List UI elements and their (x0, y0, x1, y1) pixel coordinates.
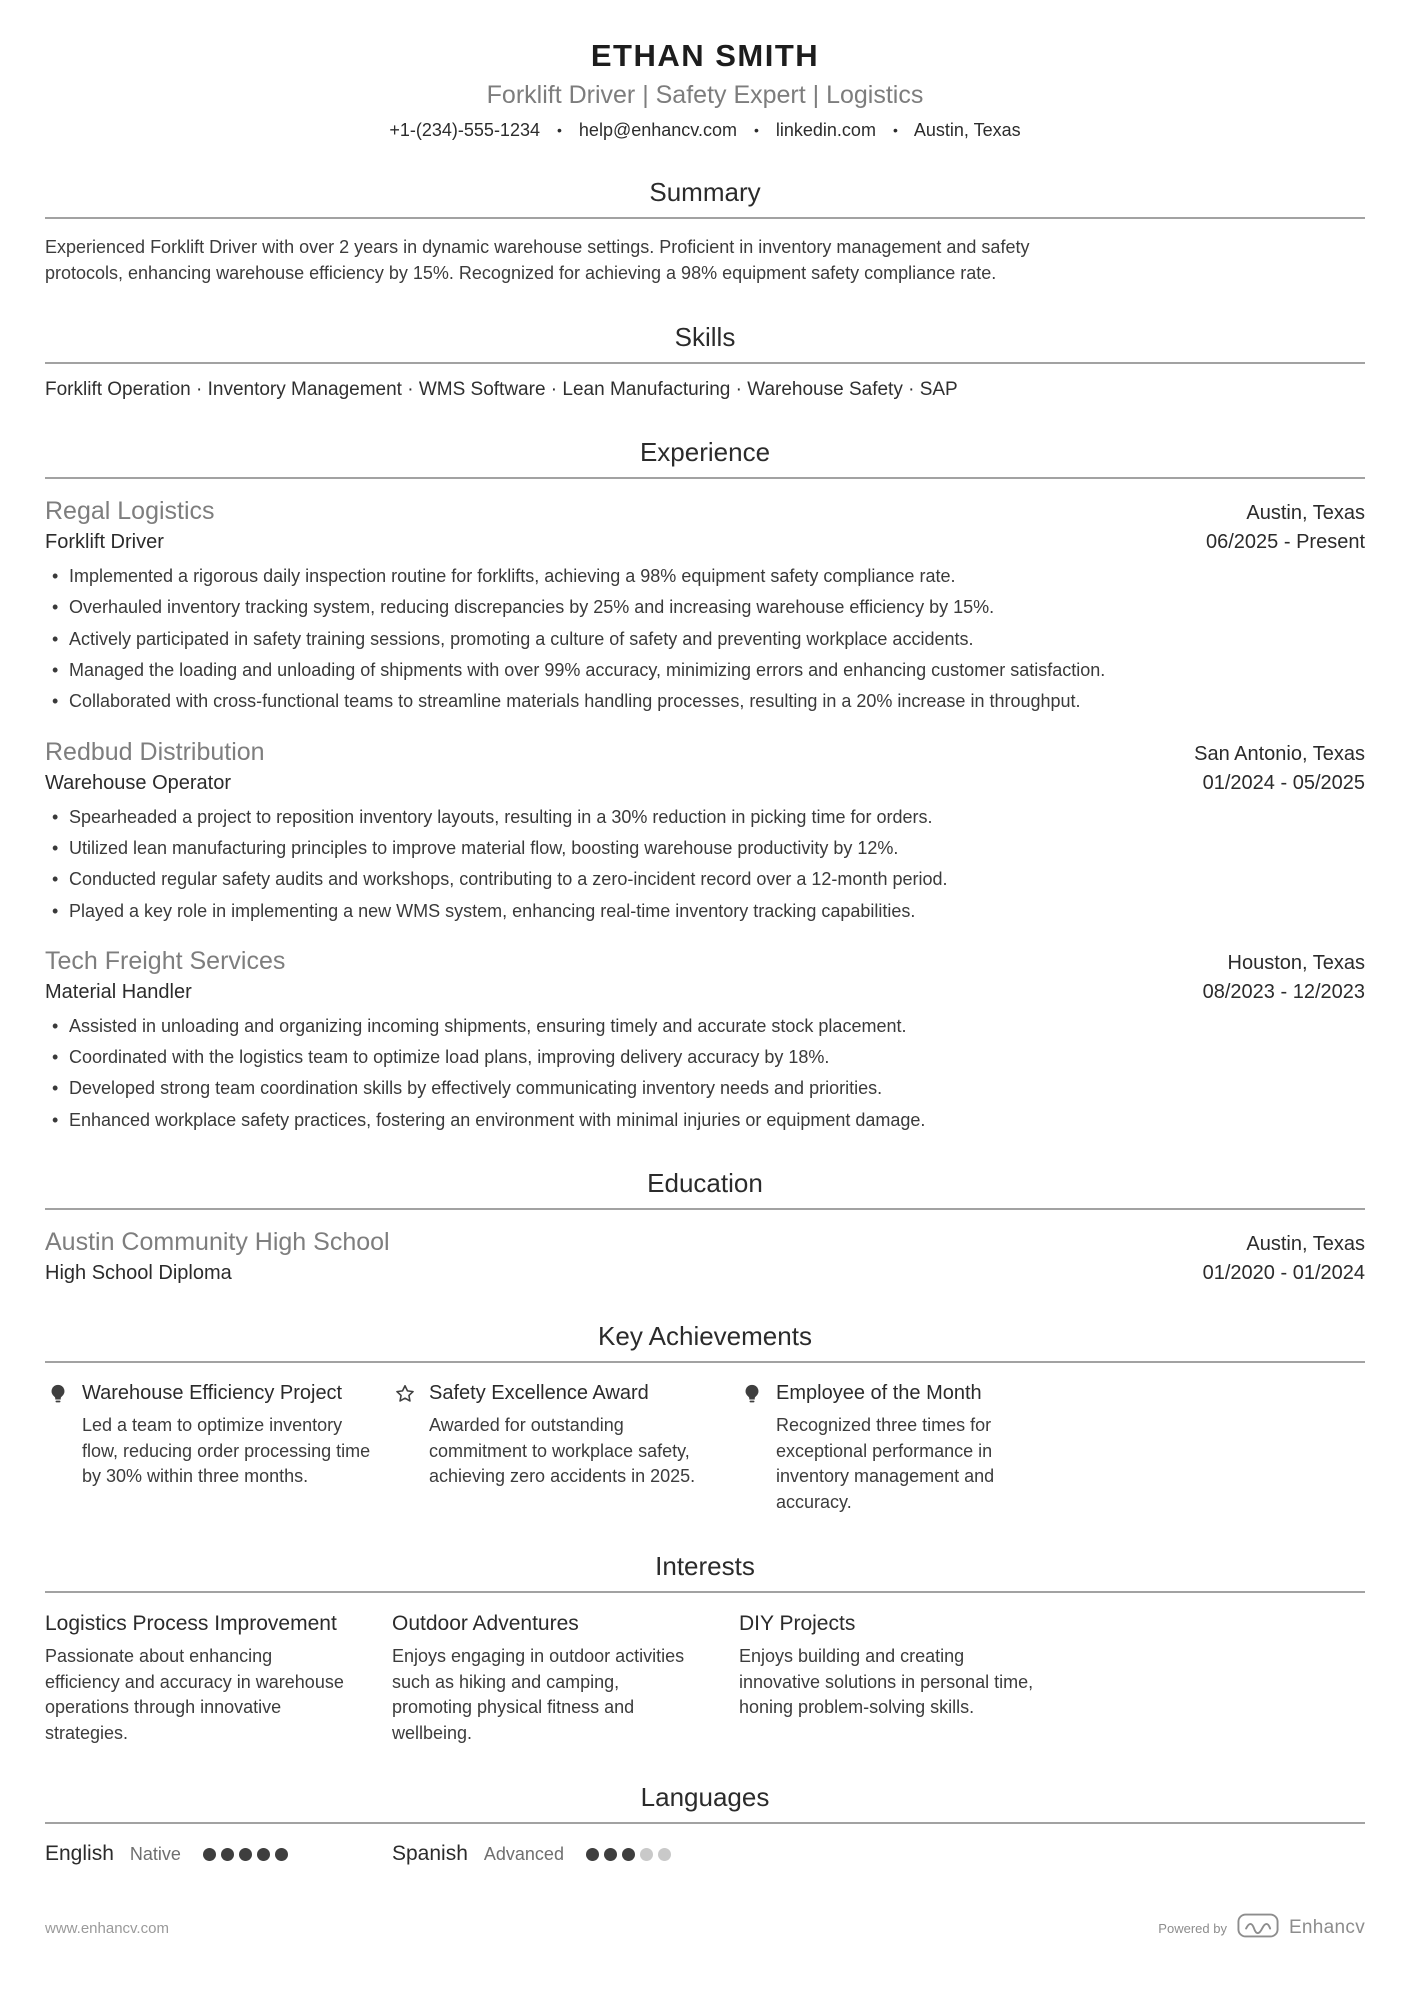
lightbulb-icon (47, 1383, 69, 1410)
job-bullet: • Implemented a rigorous daily inspection routine for forklifts, achieving a 98% equipment safety compliance rate. (45, 564, 1120, 588)
language-rating-dots (586, 1848, 671, 1861)
languages-grid (45, 1842, 1365, 1866)
language-name: Spanish (392, 1842, 468, 1866)
job-bullet-list (45, 564, 1120, 713)
rating-dot-filled (586, 1848, 599, 1861)
job-bullet: • Developed strong team coordination skills by effectively communicating inventory needs and priorities. (45, 1076, 1120, 1100)
interest-description: Enjoys building and creating innovative solutions in personal time, honing problem-solving skills. (739, 1646, 1034, 1718)
interest-title: Logistics Process Improvement (45, 1612, 337, 1636)
experience-heading-rule (45, 437, 1365, 479)
achievement-description: Led a team to optimize inventory flow, reducing order processing time by 30% within three months. (82, 1415, 371, 1487)
page-footer (45, 1913, 1365, 1943)
powered-by-label: Powered by (1158, 1920, 1227, 1936)
experience-entry (45, 947, 1365, 1132)
candidate-name: ETHAN SMITH (590, 38, 820, 73)
job-bullet: • Actively participated in safety training sessions, promoting a culture of safety and preventing workplace accidents. (45, 627, 1120, 651)
job-bullet: • Enhanced workplace safety practices, fostering an environment with minimal injuries or equipment damage. (45, 1108, 1120, 1132)
rating-dot-filled (622, 1848, 635, 1861)
company-name: Tech Freight Services (45, 946, 286, 975)
interest-description: Enjoys engaging in outdoor activities such as hiking and camping, promoting physical fitness and wellbeing. (392, 1646, 685, 1743)
interests-section (45, 1551, 1365, 1746)
summary-heading-rule (45, 177, 1365, 219)
language-item (45, 1842, 392, 1866)
contact-separator: • (892, 122, 898, 138)
rating-dot-filled (257, 1848, 270, 1861)
resume-header (45, 38, 1365, 141)
interest-item (45, 1612, 392, 1746)
rating-dot-filled (275, 1848, 288, 1861)
language-level: Native (129, 1843, 181, 1864)
rating-dot-filled (239, 1848, 252, 1861)
interests-heading: Interests (655, 1551, 755, 1582)
interest-title: DIY Projects (739, 1612, 856, 1636)
achievement-item (45, 1382, 392, 1515)
job-location: San Antonio, Texas (1194, 742, 1365, 765)
interests-heading-rule (45, 1551, 1365, 1593)
job-bullet: • Conducted regular safety audits and workshops, contributing to a zero-incident record over a 12-month period. (45, 867, 1120, 891)
job-bullet: • Managed the loading and unloading of shipments with over 99% accuracy, minimizing errors and enhancing customer satisfaction. (45, 658, 1120, 682)
achievement-description: Recognized three times for exceptional performance in inventory management and accuracy. (776, 1415, 995, 1512)
interests-grid (45, 1612, 1365, 1746)
skills-heading-rule (45, 322, 1365, 364)
achievement-item (392, 1382, 739, 1515)
education-section (45, 1168, 1365, 1285)
company-name: Redbud Distribution (45, 737, 265, 766)
job-title: Warehouse Operator (45, 771, 232, 794)
job-location: Houston, Texas (1227, 951, 1365, 974)
summary-section (45, 177, 1365, 286)
job-title: Material Handler (45, 980, 192, 1003)
skills-section (45, 322, 1365, 401)
lightbulb-icon (741, 1383, 763, 1410)
languages-heading-rule (45, 1782, 1365, 1824)
languages-section (45, 1782, 1365, 1866)
powered-by (1158, 1913, 1365, 1943)
job-location: Austin, Texas (1246, 502, 1365, 525)
language-level: Advanced (483, 1843, 564, 1864)
job-dates: 06/2025 - Present (1206, 531, 1365, 554)
rating-dot-filled (203, 1848, 216, 1861)
languages-heading: Languages (640, 1782, 770, 1813)
achievements-heading-rule (45, 1321, 1365, 1363)
achievements-section (45, 1321, 1365, 1515)
interest-item (392, 1612, 739, 1746)
phone-number: +1-(234)-555-1234 (389, 120, 540, 140)
degree-name: High School Diploma (45, 1262, 232, 1285)
email-link[interactable]: help@enhancv.com (578, 120, 737, 140)
interest-title: Outdoor Adventures (392, 1612, 579, 1636)
rating-dot-filled (221, 1848, 234, 1861)
achievement-title: Warehouse Efficiency Project (82, 1382, 343, 1405)
school-name: Austin Community High School (45, 1228, 390, 1257)
education-heading: Education (647, 1168, 763, 1199)
language-name: English (45, 1842, 114, 1866)
candidate-title: Forklift Driver | Safety Expert | Logistics (486, 81, 924, 109)
language-rating-dots (203, 1848, 288, 1861)
job-dates: 08/2023 - 12/2023 (1202, 980, 1365, 1003)
rating-dot-empty (640, 1848, 653, 1861)
interest-description: Passionate about enhancing efficiency and accuracy in warehouse operations through innovative strategies. (45, 1646, 344, 1743)
interest-item (739, 1612, 1086, 1746)
achievements-heading: Key Achievements (598, 1321, 812, 1352)
job-bullet: • Assisted in unloading and organizing incoming shipments, ensuring timely and accurate stock placement. (45, 1014, 1120, 1038)
education-entry (45, 1228, 1365, 1285)
education-dates: 01/2020 - 01/2024 (1202, 1262, 1365, 1285)
job-bullet: • Coordinated with the logistics team to optimize load plans, improving delivery accuracy by 18%. (45, 1045, 1120, 1069)
experience-entry (45, 738, 1365, 923)
location-text: Austin, Texas (913, 120, 1021, 140)
contact-separator: • (557, 122, 562, 138)
enhancv-website-link[interactable]: www.enhancv.com (45, 1919, 169, 1937)
achievements-grid (45, 1382, 1365, 1515)
summary-text: Experienced Forklift Driver with over 2 years in dynamic warehouse settings. Proficient in inventory management and safety protocols, enhancing warehouse efficiency by 15%. Recognized for achieving a 98% equipment safety compliance rate. (45, 237, 1030, 284)
language-item (392, 1842, 739, 1866)
star-icon (394, 1383, 416, 1410)
summary-heading: Summary (649, 177, 761, 207)
achievement-title: Employee of the Month (776, 1382, 982, 1405)
job-bullet: • Overhauled inventory tracking system, reducing discrepancies by 25% and increasing warehouse efficiency by 15%. (45, 595, 1120, 619)
linkedin-link[interactable]: linkedin.com (775, 120, 876, 140)
company-name: Regal Logistics (45, 497, 215, 526)
skills-heading: Skills (674, 322, 736, 353)
experience-heading: Experience (639, 437, 771, 468)
contact-separator: • (753, 122, 759, 138)
achievement-item (739, 1382, 1086, 1515)
job-dates: 01/2024 - 05/2025 (1202, 771, 1365, 794)
job-title: Forklift Driver (45, 531, 164, 554)
experience-entry (45, 497, 1365, 713)
job-bullet: • Collaborated with cross-functional teams to streamline materials handling processes, resulting in a 20% increase in throughput. (45, 689, 1120, 713)
achievement-title: Safety Excellence Award (429, 1382, 649, 1405)
job-bullet: • Spearheaded a project to reposition inventory layouts, resulting in a 30% reduction in picking time for orders. (45, 805, 1120, 829)
job-bullet: • Played a key role in implementing a new WMS system, enhancing real-time inventory tracking capabilities. (45, 899, 1120, 923)
skills-list: Forklift Operation · Inventory Management · WMS Software · Lean Manufacturing · Warehouse Safety · SAP (45, 379, 958, 401)
enhancv-brand-text[interactable]: Enhancv (1288, 1917, 1365, 1938)
job-bullet-list (45, 805, 1120, 923)
enhancv-logo-icon (1237, 1913, 1279, 1943)
contact-line (45, 120, 1365, 141)
achievement-description: Awarded for outstanding commitment to workplace safety, achieving zero accidents in 2025. (429, 1415, 696, 1487)
job-bullet-list (45, 1014, 1120, 1132)
rating-dot-empty (658, 1848, 671, 1861)
rating-dot-filled (604, 1848, 617, 1861)
job-bullet: • Utilized lean manufacturing principles to improve material flow, boosting warehouse productivity by 12%. (45, 836, 1120, 860)
school-location: Austin, Texas (1246, 1233, 1365, 1256)
education-heading-rule (45, 1168, 1365, 1210)
experience-section (45, 437, 1365, 1132)
